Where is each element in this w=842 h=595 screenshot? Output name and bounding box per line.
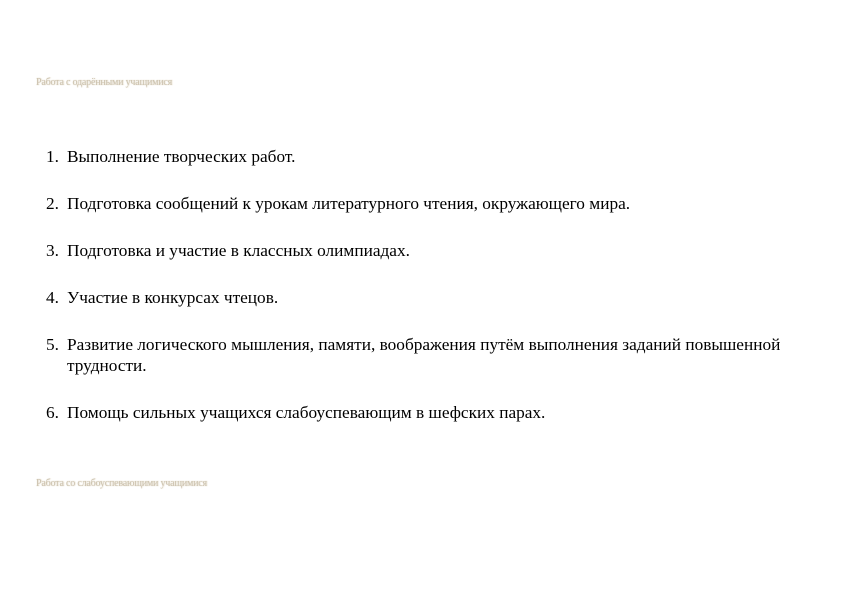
task-list — [46, 146, 806, 449]
list-item-number: 2. — [46, 194, 59, 213]
list-item-number: 6. — [46, 403, 59, 422]
list-item-text: Выполнение творческих работ. — [67, 147, 296, 166]
list-item — [46, 193, 806, 214]
list-item-number: 1. — [46, 147, 59, 166]
list-item — [46, 240, 806, 261]
list-item-text: Подготовка и участие в классных олимпиадах. — [67, 241, 410, 260]
list-item — [46, 402, 806, 423]
list-item-text: Участие в конкурсах чтецов. — [67, 288, 279, 307]
list-item-number: 5. — [46, 335, 59, 354]
list-item — [46, 146, 806, 167]
section-heading-gifted: Работа с одарёнными учащимися — [36, 77, 173, 88]
list-item — [46, 287, 806, 308]
list-item-number: 3. — [46, 241, 59, 260]
list-item — [46, 334, 806, 376]
list-item-text: Развитие логического мышления, памяти, воображения путём выполнения заданий повышенной трудности. — [67, 335, 781, 375]
list-item-text: Помощь сильных учащихся слабоуспевающим в шефских парах. — [67, 403, 546, 422]
list-item-number: 4. — [46, 288, 59, 307]
section-heading-struggling: Работа со слабоуспевающими учащимися — [36, 478, 207, 489]
list-item-text: Подготовка сообщений к урокам литературного чтения, окружающего мира. — [67, 194, 631, 213]
